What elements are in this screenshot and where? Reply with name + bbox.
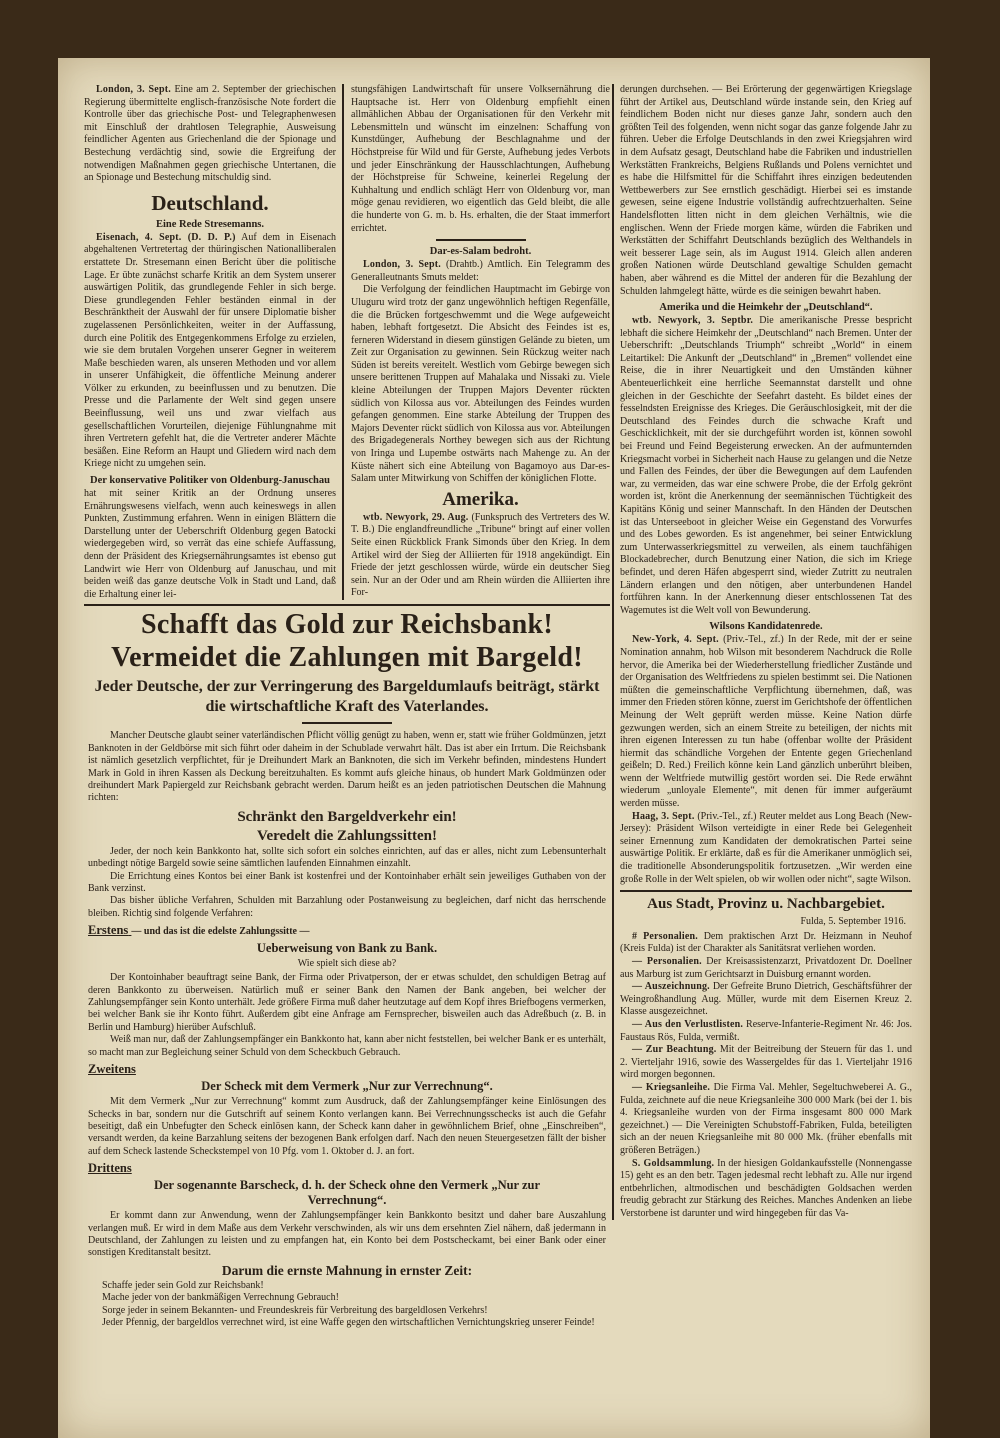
local-news-item: — Auszeichnung. Der Gefreite Bruno Dietrich, Geschäftsführer der Weingroßhandlung Aug. Müller, wurde mit dem Eisernen Kreuz 2. Klasse ausgezeichnet. bbox=[620, 981, 913, 1018]
top-columns bbox=[84, 84, 610, 601]
local-news-column bbox=[620, 895, 912, 1220]
ad-note: — und das ist die edelste Zahlungssitte — bbox=[131, 926, 310, 938]
ad-paragraph: Er kommt dann zur Anwendung, wenn der Zahlungsempfänger kein Bankkonto besitzt und daher bare Auszahlung verlangen muß. Er wird in dem Maße aus dem Verkehr verschwinden, als wir uns dem ersehnten Ziel nähern, daß jedermann in Deutschland, der Zahlungen zu leisten und zu empfangen hat, ein Konto bei dem Postscheckamt, bei einer Bank oder einer sonstigen Kreditanstalt besitzt. bbox=[88, 1210, 606, 1259]
ad-subheadline: Jeder Deutsche, der zur Verringerung des Bargeldumlaufs beiträgt, stärkt die wirtschaftliche Kraft des Vaterlandes. bbox=[94, 678, 600, 716]
article-paragraph: London, 3. Sept. Eine am 2. September der griechischen Regierung übermittelte englisch-französische Note fordert die Kontrolle über das griechische Post- und Telegraphenwesen mit Einschluß der drahtlosen Telegraphie, Ausweisung feindlicher Agenten aus Griechenland die der Spionage und Bestechung verdächtig sind, sowie die Ergreifung der notwendigen Maßnahmen gegen griechische Untertanen, die an Spionage und Bestechung mitschuldig sind. bbox=[84, 84, 337, 184]
article-paragraph: hat mit seiner Kritik an der Ordnung unseres Ernährungswesens vielfach, wenn auch keineswegs in allen Punkten, Zustimmung erfahren. Wenn in einigen Blättern die Darstellung unter der Ueberschrift Oldenburg gegen Batocki wiedergegeben wird, so verrät das eine schiefe Auffassung, denn der Präsident des Kriegsernährungsamtes ist ebenso gut Landwirt wie Herr von Oldenburg auf Januschau, und mit beiden weiß das ganze deutsche Volk in Stadt und Land, daß die Erhaltung einer lei- bbox=[84, 488, 336, 600]
article-paragraph: derungen durchsehen. — Bei Erörterung der gegenwärtigen Kriegslage führt der Artikel aus, Deutschland würde instande sein, den Krieg auf feindlichem Boden nicht nur dieses ganze Jahr, sondern auch den größten Teil des folgenden, wenn nicht sogar das ganze folgende Jahr zu führen. Ueber die Erfolge Deutschlands in den zwei Kriegsjahren wird in dem Aufsatz gesagt, Deutschland habe die Fabriken und industriellen Werkstätten Frankreichs, Belgiens Rußlands und Polens vernichtet und es habe die Hilfsmittel für die Schiffahrt ihres einzigen bedeutenden Wettbewerbers zur See ernstlich geschädigt. Hierbei sei es imstande gewesen, seine eigene Industrie vollständig aufrechtzuerhalten. Seine Handelsflotten litten nicht in dem gleichen Verhältnis, wie die englischen. Wenn der Friede morgen käme, würden die Fabriken und Werkstätten der Schiffahrt Deutschlands bezüglich des Welthandels in weit besserer Lage sein, als im August 1914. Gleich allen anderen großen Nationen würde Deutschland gewaltige Schulden gemacht haben, aber während es die Mittel der anderen für die Bezahlung der Schulden lahmgelegt hätte, würde es die seinigen bewahrt haben. bbox=[620, 84, 912, 297]
local-news-list bbox=[620, 931, 912, 1221]
article-headline: Dar-es-Salam bedroht. bbox=[429, 246, 532, 258]
ad-paragraph: Der Kontoinhaber beauftragt seine Bank, der Firma oder Privatperson, der er etwas schuldet, den schuldigen Betrag auf deren Bankkonto zu überweisen. Natürlich muß er seiner Bank den Namen der Bank angeben, bei welcher der Zahlungsempfänger sein Konto unterhält. Jede größere Firma muß daher heutzutage auf dem Kopf ihres Briefbogens vermerken, bei welcher Bank sie ihr Konto führt. Außerdem gibt eine Anfrage am Fernsprecher, bisweilen auch das Adreßbuch (z. B. in Berlin und Hamburg) hierüber Aufschluß. bbox=[88, 972, 606, 1033]
section-heading-deutschland: Deutschland. bbox=[151, 190, 269, 215]
column-2 bbox=[342, 84, 610, 600]
local-news-item: S. Goldsammlung. In der hiesigen Goldankaufsstelle (Nonnengasse 15) geht es an den betr. Tagen jedesmal recht lebhaft zu. Alle nur irgend entbehrlichen, altmodischen und beschädigten Goldsachen werden freudig gebracht zur Stärkung des Reiches. Manches Andenken an liebe Verstorbene ist darunter und wird hingegeben für das Va- bbox=[620, 1157, 913, 1219]
ad-closing-line: Jeder Pfennig, der bargeldlos verrechnet wird, ist eine Waffe gegen den wirtschaftlichen Vernichtungskrieg unserer Feinde! bbox=[102, 1316, 595, 1328]
article-paragraph: Eisenach, 4. Sept. (D. D. P.) Auf dem in Eisenach abgehaltenen Vertretertag der thüringischen Nationalliberalen erstattete Dr. Stresemann einen Bericht über die politische Lage. Er übte zunächst scharfe Kritik an dem System unserer auswärtigen Politik, das grundlegende Fehler in sich berge. Diese grundlegenden Fehler beständen einmal in der Beschränktheit der Auswahl der für unsere Diplomatie bisher zugelassenen Persönlichkeiten, weiter in der Auffassung, durch eine Politik des Entgegenkommens Erfolge zu erzielen, wie sie dem brutalen Vorgehen unserer Gegner in weiterem Maße beschieden waren, als unseren Methoden und vor allem in unserer Unfähigkeit, die öffentliche Meinung anderer Völker zu erkunden, zu beeinflussen und zu benutzen. Die Presse und die Parlamente der Welt sind gegen unsere Beeinflussung, weil uns und zwar vielfach aus gesellschaftlichen Vorurteilen, diejenige Fühlungnahme mit ihren Vertretern gefehlt hat, die die Vertreter anderer Mächte besäßen. Eine Reform an Haupt und Gliedern wird nach dem Kriege nicht zu umgehen sein. bbox=[84, 231, 337, 470]
article-paragraph: stungsfähigen Landwirtschaft für unsere Volksernährung die Hauptsache ist. Herr von Oldenburg empfiehlt einen allmählichen Abbau der Organisationen für den Verkehr mit Lebensmitteln und wünscht im einzelnen: Schaffung von Kunstdünger, Aufhebung der Beschlagnahme und der Höchstpreise für Wild und für Gerste, Aufhebung jedes Verbots und jeder Einschränkung der Hausschlachtungen, Aufhebung der Höchstpreise für Schweine, keinerlei Regelung der Kuhhaltung und endlich schlägt Herr von Oldenburg vor, man möge genau revidieren, wo eigentlich das Geld bleibt, die alle die hunderte von G. m. b. Hs. erhalten, die der Staat immerfort errichtet. bbox=[351, 84, 610, 234]
article-headline: Wilsons Kandidatenrede. bbox=[709, 621, 823, 633]
ad-paragraph: Die Errichtung eines Kontos bei einer Bank ist kostenfrei und der Kontoinhaber erhält sein jeweiliges Guthaben von der Bank verzinst. bbox=[88, 870, 606, 895]
ad-closing-lines bbox=[88, 1280, 606, 1330]
left-block bbox=[84, 84, 610, 1329]
section-rule bbox=[620, 890, 912, 892]
ad-headline: Vermeidet die Zahlungen mit Bargeld! bbox=[111, 642, 583, 674]
divider bbox=[436, 239, 526, 241]
ad-section-label: Drittens bbox=[88, 1161, 132, 1176]
ad-closing-line: Sorge jeder in seinem Bekannten- und Freundeskreis für Verbreitung des bargeldlosen Verkehrs! bbox=[102, 1304, 488, 1316]
ad-paragraph: Weiß man nur, daß der Zahlungsempfänger ein Bankkonto hat, kann aber nicht feststellen, bei welcher Bank er es unterhält, so macht man zur Begleichung seiner Schuld von dem Scheckbuch Gebrauch. bbox=[88, 1034, 606, 1058]
article-paragraph: New-York, 4. Sept. (Priv.-Tel., zf.) In der Rede, mit der er seine Nomination annahm, hob Wilson mit besonderem Nachdruck die Rolle hervor, die Amerika bei der Wiederherstellung friedlicher Zustände und der Organisation des Weltfriedens zu spielen bestimmt sei. Die Nationen müßten die gemeinschaftliche Verpflichtung übernehmen, daß, was immer den Frieden stören könne, zuerst im Gerichtshofe der öffentlichen Meinung der Welt geprüft werden müsse. Keine Nation dürfe gezwungen werden, sich an einem Streite zu beteiligen, der nichts mit ihren eigenen Interessen zu tun habe (offenbar wollte der Präsident hiermit das schändliche Vorgehen der Entente gegen Griechenland geißeln; D. Red.) Freilich könne kein Land gänzlich unberührt bleiben, wenn der Weltfriede mutwillig gestört worden sei. Die Rede erwähnt wiederum „unloyale Elemente“, mit denen für immer aufgeräumt werden müsse. bbox=[620, 634, 912, 810]
ad-section-title: Der Scheck mit dem Vermerk „Nur zur Verrechnung“. bbox=[201, 1079, 493, 1094]
section-heading-local: Aus Stadt, Provinz u. Nachbargebiet. bbox=[647, 896, 885, 913]
article-paragraph: Haag, 3. Sept. (Priv.-Tel., zf.) Reuter meldet aus Long Beach (New-Jersey): Präsident Wilson verteidigte in einer Rede bei Gelegenheit seiner Ernennung zum Kandidaten der demokratischen Partei seine auswärtige Politik. Er erklärte, daß es für die Amerikaner unmöglich sei, die traditionelle Absonderungspolitik fortzusetzen. „Wir werden eine große Rolle in der Welt spielen, ob wir wollen oder nicht“, sagte Wilson. bbox=[620, 810, 912, 885]
ad-question: Wie spielt sich diese ab? bbox=[297, 958, 397, 970]
local-news-item: — Zur Beachtung. Mit der Beitreibung der Steuern für das 1. und 2. Vierteljahr 1916, sowie des Wassergeldes für das 1. Vierteljahr 1916 wird morgen begonnen. bbox=[620, 1044, 913, 1081]
ad-section-label: Zweitens bbox=[88, 1062, 136, 1077]
right-column bbox=[612, 84, 912, 1220]
article-headline: Amerika und die Heimkehr der „Deutschland“. bbox=[659, 302, 873, 314]
ad-paragraph: Das bisher übliche Verfahren, Schulden mit Barzahlung oder Postanweisung zu begleichen, darf nicht das herrschende bleiben. Richtig sind folgende Verfahren: bbox=[88, 895, 606, 919]
reichsbank-advertisement bbox=[84, 604, 610, 1329]
ad-motto: Schränkt den Bargeldverkehr ein! bbox=[237, 808, 457, 825]
local-news-item: # Personalien. Dem praktischen Arzt Dr. Heizmann in Neuhof (Kreis Fulda) ist der Charakter als Sanitätsrat verliehen worden. bbox=[620, 930, 912, 955]
article-paragraph: Die Verfolgung der feindlichen Hauptmacht im Gebirge von Uluguru wird trotz der ganz ungewöhnlich heftigen Regenfälle, die die Brücken fortgeschwemmt und die Wege aufgeweicht haben, lebhaft fortgesetzt. Die Absicht des Feindes ist es, ferneren Widerstand in diesem günstigen Gelände zu bieten, um Zeit zur Organisation zu gewinnen. Sein Rückzug weiter nach Süden ist bereits vereitelt. Westlich vom Gebirge bewegen sich unsere berittenen Truppen auf Mahalaka und Nissaki zu. Viele kleine Abteilungen der Truppen Majors Deventer rückten südlich von Kilossa aus vor. Abteilungen des Feindes wurden gefangen genommen. Eine starke Abteilung der Truppen des Majors Deventer rückt südlich von Kilossa aus vor. Abteilungen des Brigadegenerals Northey bewegen sich aus der Richtung von Iringa und Lupembe ostwärts nach Mahenge zu. An der Küste nähert sich eine Abteilung von Bagamoyo aus Dar-es-Salam unter Mitwirkung von Schiffen der königlichen Flotte. bbox=[351, 284, 610, 485]
ad-paragraph: Jeder, der noch kein Bankkonto hat, sollte sich sofort ein solches einrichten, auf das er alles, nicht zum Lebensunterhalt unbedingt nötige Bargeld sowie seine sämtlichen laufenden Einnahmen einzahlt. bbox=[88, 845, 606, 870]
ad-section-title: Der sogenannte Barscheck, d. h. der Scheck ohne den Vermerk „Nur zur Verrechnung“. bbox=[153, 1178, 541, 1208]
ad-paragraph: Mit dem Vermerk „Nur zur Verrechnung“ kommt zum Ausdruck, daß der Zahlungsempfänger keine Einlösungen des Schecks in bar, sondern nur die Gutschrift auf seinem Konto verlangen kann. Bei Verrechnungsschecks ist auch die Gefahr beseitigt, daß ein Unbefugter den Scheck einlösen kann, der Scheck kann daher in gewöhnlichem Brief, ohne „Einschreiben“, versandt werden, da keine Barzahlung seitens der bezogenen Bank erfolgen darf. Nach den neuen Steuergesetzen fällt der bisher auf dem Scheck lastende Scheckstempel von 10 Pfg. vom 1. Oktober d. J. an fort. bbox=[88, 1096, 606, 1157]
ad-motto: Veredelt die Zahlungssitten! bbox=[256, 827, 437, 844]
dateline: Fulda, 5. September 1916. bbox=[800, 916, 906, 928]
column-1 bbox=[84, 84, 342, 601]
ad-headline: Schafft das Gold zur Reichsbank! bbox=[140, 609, 554, 641]
ad-paragraph: Mancher Deutsche glaubt seiner vaterländischen Pflicht völlig genügt zu haben, wenn er, statt wie früher Goldmünzen, jetzt Banknoten in der Geldbörse mit sich führt oder daheim in der Schublade verwahrt hält. Das ist aber ein Irrtum. Die Reichsbank ist nämlich gesetzlich verpflichtet, für je Dreihundert Mark an Banknoten, die sich im Verkehr befinden, mindestens Hundert Mark in Gold in ihren Kassen als Deckung bereitzuhalten. Es kommt aufs gleiche hinaus, ob hundert Mark Goldmünzen oder dreihundert Mark Papiergeld zur Reichsbank gebracht werden. Darum heißt es an jeden patriotischen Deutschen die Mahnung richten: bbox=[88, 730, 606, 804]
section-heading-amerika: Amerika. bbox=[442, 488, 519, 510]
ad-section-title: Ueberweisung von Bank zu Bank. bbox=[256, 941, 438, 956]
article-paragraph: London, 3. Sept. (Drahtb.) Amtlich. Ein Telegramm des Generalleutnants Smuts meldet: bbox=[351, 259, 610, 283]
local-news-item: — Kriegsanleihe. Die Firma Val. Mehler, Segeltuchweberei A. G., Fulda, zeichnete auf die neue Kriegsanleihe 300 000 Mark (bei der 1. bis 4. Kriegsanleihe wurden von der Firma insgesamt 800 000 Mark gezeichnet.) — Die Vereinigten Schubstoff-Fabriken, Fulda, beteiligten sich an der neuen Kriegsanleihe mit 80 000 Mk. (früher ebenfalls mit größeren Beträgen.) bbox=[620, 1081, 913, 1156]
ad-closing-line: Schaffe jeder sein Gold zur Reichsbank! bbox=[102, 1279, 264, 1291]
ad-closing-line: Mache jeder von der bankmäßigen Verrechnung Gebrauch! bbox=[102, 1292, 339, 1304]
article-headline: Eine Rede Stresemanns. bbox=[155, 218, 264, 230]
article-paragraph: wtb. Newyork, 29. Aug. (Funkspruch des Vertreters des W. T. B.) Die englandfreundliche „Tribune“ bringt auf einer vollen Seite einen Rückblick Frank Simonds über den Krieg. In dem Artikel wird der Sieg der Alliierten für 1918 angekündigt. Ein Friede der jetzt geschlossen würde, würde ein deutscher Sieg sein. Nur an der Oder und am Rhein würden die Alliierten ihre For- bbox=[351, 511, 610, 599]
ad-section-label: Erstens bbox=[88, 923, 129, 938]
local-news-item: — Personalien. Der Kreisassistenzarzt, Privatdozent Dr. Doellner aus Marburg ist zum Gerichtsarzt in Duisburg ernannt worden. bbox=[620, 956, 912, 980]
local-news-item: — Aus den Verlustlisten. Reserve-Infanterie-Regiment Nr. 46: Jos. Faustaus Rös, Fulda, vermißt. bbox=[620, 1018, 912, 1043]
article-paragraph: wtb. Newyork, 3. Septbr. Die amerikanische Presse bespricht lebhaft die sichere Heimkehr der „Deutschland“ nach Bremen. Unter der Ueberschrift: „Deutschlands Triumph“ schreibt „World“ in einem Leitartikel: Die Ankunft der „Deutschland“ in „Bremen“ vollendet eine Reise, die in ihrer Neuartigkeit und den Umständen kühner Abenteuerlichkeit eine herrliche Seemannstat darstellt und ohne gleichen in der Geschichte der Seefahrt dasteht. Es bildet eines der fesselndsten Ereignisse des Krieges. Die Geräuschlosigkeit, mit der die Deutschland des Feindes durch die schwache Kraft und Geschicklichkeit, mit der sie durchgeführt worden ist, können sowohl bei Freund und Feind Begeisterung erwecken. An der aufmunternden Kriegsmacht vorbei in Sicherheit nach Hause zu gelangen und die Netze und Fallen des Feindes, der über die Bewegungen auf dem Laufenden war, zu vermeiden, das war eine schwere Probe, die der Erfolg gekrönt worden ist, krönt die Anerkennung der seemännischen Tüchtigkeit des Kapitäns König und seiner Mannschaft. In den Händen der Deutschen ist das Unterseeboot in gleicher Weise ein Gegenstand des Vorwurfes und des Lobes geworden. Es ist angenehmer, bei seiner Entwicklung zum Unterwasserkriegsmittel zu verweilen, als einem tauchfähigen Blockadebrecher, durch Benutzung einer Nation, die sich im Kriege befindet, und deren Häfen abgesperrt sind, wieder Zutritt zu neutralen Ländern erlangen und den nötigen, aber unterbundenen Handel fortführen kann. In der Anerkennung dieser entschlossenen Tat des Wagemutes ist die Welt voll von Bewunderung. bbox=[620, 315, 912, 616]
article-headline: Der konservative Politiker von Oldenburg-Januschau bbox=[90, 475, 330, 487]
divider bbox=[302, 722, 392, 724]
ad-closing-title: Darum die ernste Mahnung in ernster Zeit: bbox=[221, 1262, 473, 1278]
column-3 bbox=[620, 84, 912, 886]
